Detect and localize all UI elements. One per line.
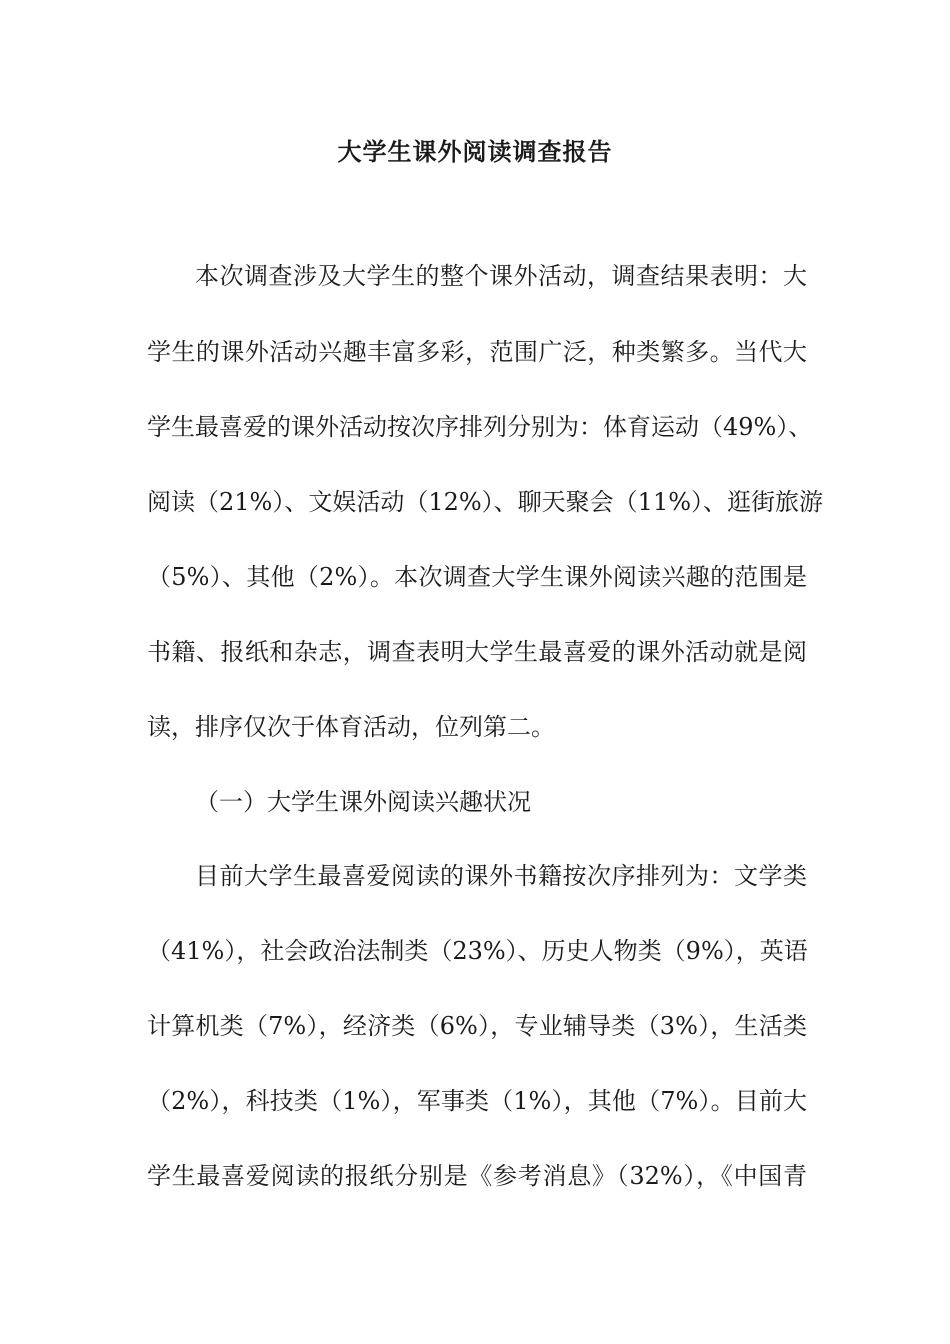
paragraph-1-line-5: （5%）、其他（2%）。本次调查大学生课外阅读兴趣的范围是 xyxy=(147,563,807,591)
paragraph-1-line-7: 读，排序仅次于体育活动，位列第二。 xyxy=(147,713,555,741)
paragraph-1-line-2: 学生的课外活动兴趣丰富多彩，范围广泛，种类繁多。当代大 xyxy=(147,338,807,366)
paragraph-2-line-3: 计算机类（7%），经济类（6%），专业辅导类（3%），生活类 xyxy=(147,1012,807,1040)
document-title: 大学生课外阅读调查报告 xyxy=(337,137,613,166)
paragraph-1-line-1: 本次调查涉及大学生的整个课外活动，调查结果表明：大 xyxy=(195,262,807,290)
paragraph-1-line-4: 阅读（21%）、文娱活动（12%）、聊天聚会（11%）、逛街旅游 xyxy=(147,488,824,516)
paragraph-1-line-6: 书籍、报纸和杂志，调查表明大学生最喜爱的课外活动就是阅 xyxy=(147,638,807,666)
paragraph-2-line-2: （41%），社会政治法制类（23%）、历史人物类（9%），英语 xyxy=(147,937,808,965)
paragraph-2-line-5: 学生最喜爱阅读的报纸分别是《参考消息》（32%），《中国青 xyxy=(147,1162,807,1190)
paragraph-1-line-3: 学生最喜爱的课外活动按次序排列分别为：体育运动（49%）、 xyxy=(147,413,813,441)
section-heading: （一）大学生课外阅读兴趣状况 xyxy=(195,788,531,816)
paragraph-2-line-4: （2%），科技类（1%），军事类（1%），其他（7%）。目前大 xyxy=(147,1087,807,1115)
paragraph-2-line-1: 目前大学生最喜爱阅读的课外书籍按次序排列为：文学类 xyxy=(195,862,807,890)
